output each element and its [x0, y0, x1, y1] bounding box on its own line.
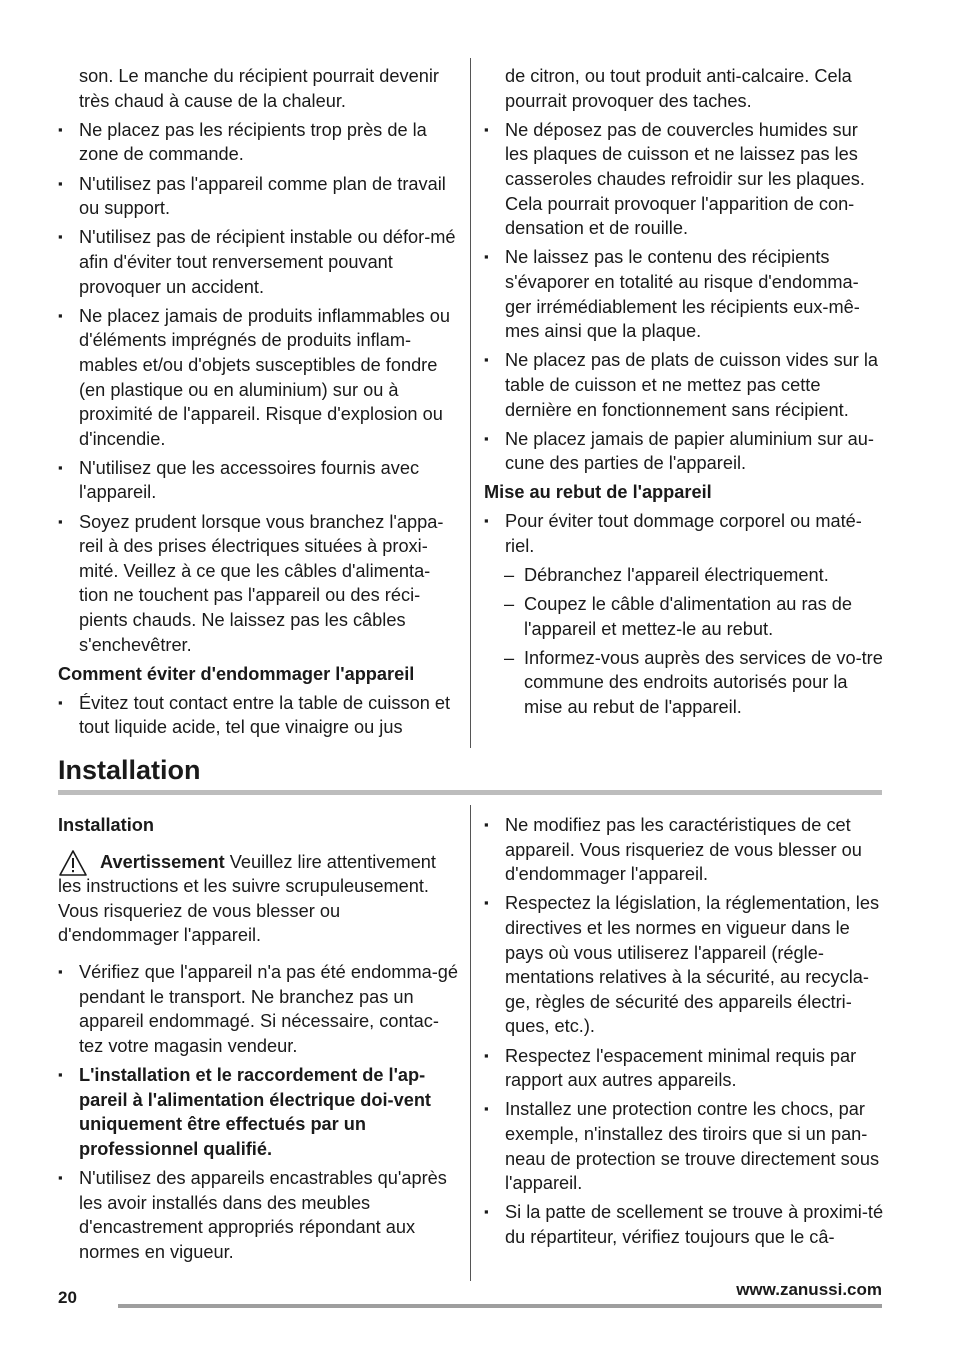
- footer-website: www.zanussi.com: [736, 1280, 882, 1299]
- continued-paragraph: son. Le manche du récipient pourrait devenir très chaud à cause de la chaleur.: [79, 66, 439, 111]
- list-item: ▪ Ne déposez pas de couvercles humides sur les plaques de cuisson et ne laissez pas les casseroles chaudes refroidir sur les plaques. Cela pourrait provoquer l'apparition de con-densation et de rouille.: [484, 118, 884, 241]
- disposal-list: [484, 509, 884, 720]
- safety-list: [58, 118, 458, 657]
- warning-text: Veuillez lire attentivement les instructions et les suivre scrupuleusement. Vous risqueriez de vous blesser ou d'endommager l'appareil.: [58, 851, 436, 946]
- top-right-column: [484, 64, 884, 724]
- list-item: ▪ N'utilisez que les accessoires fournis avec l'appareil.: [58, 456, 458, 505]
- list-item: ▪ Respectez l'espacement minimal requis par rapport aux autres appareils.: [484, 1044, 884, 1093]
- warning-block: [58, 852, 225, 872]
- installation-list: [58, 960, 458, 1264]
- list-item: ▪ Pour éviter tout dommage corporel ou maté-riel.: [484, 509, 884, 558]
- list-item-important: ▪ L'installation et le raccordement de l'ap-pareil à l'alimentation électrique doi-vent uniquement être effectués par un professionnel qualifié.: [58, 1063, 458, 1161]
- list-item: ▪ Si la patte de scellement se trouve à proximi-té du répartiteur, vérifiez toujours que le câ-: [484, 1200, 884, 1249]
- list-item: ▪ Installez une protection contre les chocs, par exemple, n'installez des tiroirs que si un pan-neau de protection se trouve directement sous l'appareil.: [484, 1097, 884, 1195]
- warning-label: Avertissement: [100, 851, 225, 872]
- section-title: Installation: [58, 755, 201, 785]
- bottom-right-column: [484, 813, 884, 1254]
- subheading-disposal: Mise au rebut de l'appareil: [484, 482, 712, 503]
- warning-paragraph: [58, 850, 458, 948]
- list-item: ▪ Évitez tout contact entre la table de cuisson et tout liquide acide, tel que vinaigre ou jus: [58, 691, 458, 740]
- damage-list-continued: [484, 118, 884, 476]
- list-item: ▪ N'utilisez pas l'appareil comme plan de travail ou support.: [58, 172, 458, 221]
- footer-rule: [118, 1304, 882, 1308]
- list-item: ▪ Ne laissez pas le contenu des récipients s'évaporer en totalité au risque d'endomma-ger irrémédiablement les récipients eux-mê-mes ainsi que la plaque.: [484, 245, 884, 343]
- list-item: ▪ Vérifiez que l'appareil n'a pas été endomma-gé pendant le transport. Ne branchez pas un appareil endommagé. Si nécessaire, contac-tez votre magasin vendeur.: [58, 960, 458, 1058]
- page-number: 20: [58, 1288, 77, 1307]
- section-rule: [58, 790, 882, 795]
- list-item: ▪ Respectez la législation, la réglementation, les directives et les normes en vigueur dans le pays où vous utiliserez l'appareil (régle-mentations relatives à la sécurité, au recycla-ge, règles de sécurité des appareils électri-ques, etc.).: [484, 891, 884, 1039]
- list-item: ▪ Soyez prudent lorsque vous branchez l'appa-reil à des prises électriques situées à proxi-mité. Veillez à ce que les câbles d'alimenta-tion ne touchent pas l'appareil ou des réci-pients chauds. Ne laissez pas les câbles s'enchevêtrer.: [58, 510, 458, 658]
- dash-item: – Informez-vous auprès des services de vo-tre commune des endroits autorisés pour la mise au rebut de l'appareil.: [484, 646, 884, 720]
- subheading-installation: Installation: [58, 815, 154, 835]
- dash-item: – Débranchez l'appareil électriquement.: [484, 563, 884, 588]
- installation-list-right: [484, 813, 884, 1249]
- list-item: ▪ Ne placez jamais de papier aluminium sur au-cune des parties de l'appareil.: [484, 427, 884, 476]
- list-item: ▪ N'utilisez des appareils encastrables qu'après les avoir installés dans des meubles d'encastrement appropriés répondant aux normes en vigueur.: [58, 1166, 458, 1264]
- warning-icon: [58, 849, 88, 877]
- list-item: ▪ Ne modifiez pas les caractéristiques de cet appareil. Vous risqueriez de vous blesser ou d'endommager l'appareil.: [484, 813, 884, 887]
- continued-paragraph: de citron, ou tout produit anti-calcaire. Cela pourrait provoquer des taches.: [505, 66, 852, 111]
- damage-list: [58, 691, 458, 740]
- list-item: ▪ N'utilisez pas de récipient instable ou défor-mé afin d'éviter tout renversement pouvant provoquer un accident.: [58, 225, 458, 299]
- dash-item: – Coupez le câble d'alimentation au ras de l'appareil et mettez-le au rebut.: [484, 592, 884, 641]
- column-divider-top: [470, 58, 471, 748]
- subheading-avoid-damage: Comment éviter d'endommager l'appareil: [58, 664, 415, 685]
- top-left-column: [58, 64, 458, 745]
- bottom-left-column: [58, 813, 458, 1269]
- list-item: ▪ Ne placez pas de plats de cuisson vides sur la table de cuisson et ne mettez pas cette dernière en fonctionnement sans récipient.: [484, 348, 884, 422]
- list-item: ▪ Ne placez jamais de produits inflammables ou d'éléments imprégnés de produits inflam-mables et/ou d'objets susceptibles de fondre (en plastique ou en aluminium) sur ou à proximité de l'appareil. Risque d'explosion ou d'incendie.: [58, 304, 458, 452]
- list-item: ▪ Ne placez pas les récipients trop près de la zone de commande.: [58, 118, 458, 167]
- column-divider-bottom: [470, 805, 471, 1281]
